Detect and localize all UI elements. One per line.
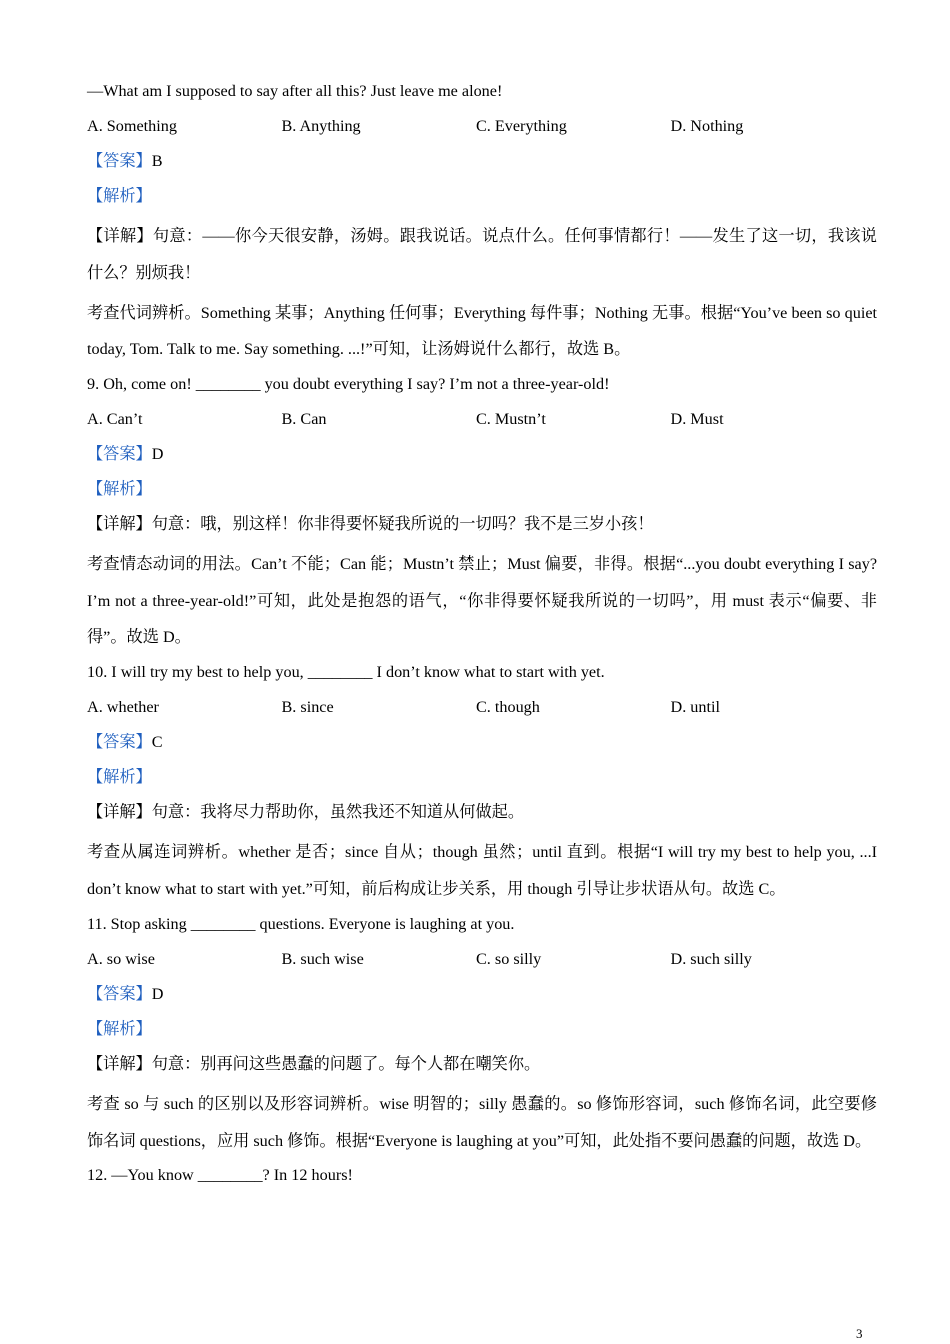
- q8-option-a: A. Something: [87, 117, 177, 136]
- q11-question: 11. Stop asking ________ questions. Everyone is laughing at you.: [87, 914, 515, 933]
- q8-analysis-tag: 【解析】: [87, 187, 152, 206]
- q9-options: [87, 404, 877, 439]
- page-number: 3: [856, 1326, 863, 1341]
- q10-answer: [87, 727, 877, 762]
- q11-options: [87, 944, 877, 979]
- answer-tag: 【答案】: [87, 733, 152, 752]
- q8-option-c: C. Everything: [476, 117, 567, 136]
- q11-option-c: C. so silly: [476, 949, 542, 968]
- q10-option-c: C. though: [476, 698, 540, 717]
- q10-analysis-tag: 【解析】: [87, 768, 152, 787]
- q9-detail: [87, 509, 877, 544]
- q8-answer: [87, 146, 877, 181]
- q9-answer: [87, 439, 877, 474]
- q12-question: 12. —You know ________? In 12 hours!: [87, 1166, 353, 1185]
- detail-text: 句意：别再问这些愚蠢的问题了。每个人都在嘲笑你。: [151, 1055, 541, 1074]
- q9-explanation: 考查情态动词的用法。Can’t 不能；Can 能；Mustn’t 禁止；Must 偏要，非得。根据“...you doubt everything I say? I’m not a three-year-old!”可知，此处是抱怨的语气，“你非得要怀疑我所说的一切吗”，用 must 表示“偏要、非得”。故选 D。: [87, 555, 877, 647]
- detail-text: 句意：我将尽力帮助你，虽然我还不知道从何做起。: [151, 803, 525, 822]
- q11-explanation: 考查 so 与 such 的区别以及形容词辨析。wise 明智的；silly 愚蠢的。so 修饰形容词，such 修饰名词，此空要修饰名词 questions，应用 such 修饰。根据“Everyone is laughing at you”可知，此处指不要问愚蠢的问题，故选 D。: [87, 1095, 877, 1150]
- detail-tag: 【详解】: [87, 803, 152, 822]
- q8-detail: [87, 216, 877, 292]
- q11-answer: [87, 979, 877, 1014]
- q10-option-b: B. since: [281, 698, 334, 717]
- q11-detail: [87, 1049, 877, 1084]
- q10-question: 10. I will try my best to help you, ________ I don’t know what to start with yet.: [87, 663, 605, 681]
- q11-analysis-tag: 【解析】: [87, 1019, 152, 1038]
- q8-options: [87, 111, 877, 146]
- answer-value: D: [151, 984, 164, 1003]
- detail-tag: 【详解】: [87, 227, 153, 246]
- answer-value: D: [151, 444, 164, 463]
- detail-text: 句意：——你今天很安静，汤姆。跟我说话。说点什么。任何事情都行！——发生了这一切，我该说什么？别烦我！: [87, 227, 877, 282]
- q8-dialog-line: —What am I supposed to say after all this? Just leave me alone!: [87, 82, 503, 100]
- q8-option-d: D. Nothing: [670, 117, 744, 136]
- q10-option-d: D. until: [670, 698, 720, 717]
- q9-option-a: A. Can’t: [87, 409, 143, 428]
- q10-option-a: A. whether: [87, 698, 159, 717]
- q8-explanation: 考查代词辨析。Something 某事；Anything 任何事；Everything 每件事；Nothing 无事。根据“You’ve been so quiet today, Tom. Talk to me. Say something. ...!”可知，让汤姆说什么都行，故选 B。: [87, 303, 877, 359]
- detail-tag: 【详解】: [87, 1055, 152, 1074]
- q10-detail: [87, 797, 877, 832]
- q10-options: [87, 692, 877, 727]
- document-page: [87, 76, 877, 1195]
- answer-value: C: [151, 733, 163, 752]
- q9-question: 9. Oh, come on! ________ you doubt everything I say? I’m not a three-year-old!: [87, 374, 610, 393]
- answer-tag: 【答案】: [87, 444, 152, 463]
- q8-option-b: B. Anything: [281, 117, 361, 136]
- answer-tag: 【答案】: [87, 984, 152, 1003]
- q11-option-d: D. such silly: [670, 949, 752, 968]
- q11-option-b: B. such wise: [281, 949, 364, 968]
- q9-option-d: D. Must: [670, 409, 724, 428]
- q9-option-b: B. Can: [281, 409, 327, 428]
- answer-tag: 【答案】: [87, 152, 152, 171]
- q11-option-a: A. so wise: [87, 949, 155, 968]
- q10-explanation: 考查从属连词辨析。whether 是否；since 自从；though 虽然；until 直到。根据“I will try my best to help you, ...I don’t know what to start with yet.”可知，前后构成让步关系，用 though 引导让步状语从句。故选 C。: [87, 843, 877, 899]
- detail-tag: 【详解】: [87, 515, 152, 534]
- answer-value: B: [151, 152, 163, 171]
- detail-text: 句意：哦，别这样！你非得要怀疑我所说的一切吗？我不是三岁小孩！: [151, 515, 654, 534]
- q9-analysis-tag: 【解析】: [87, 480, 152, 499]
- q9-option-c: C. Mustn’t: [476, 409, 546, 428]
